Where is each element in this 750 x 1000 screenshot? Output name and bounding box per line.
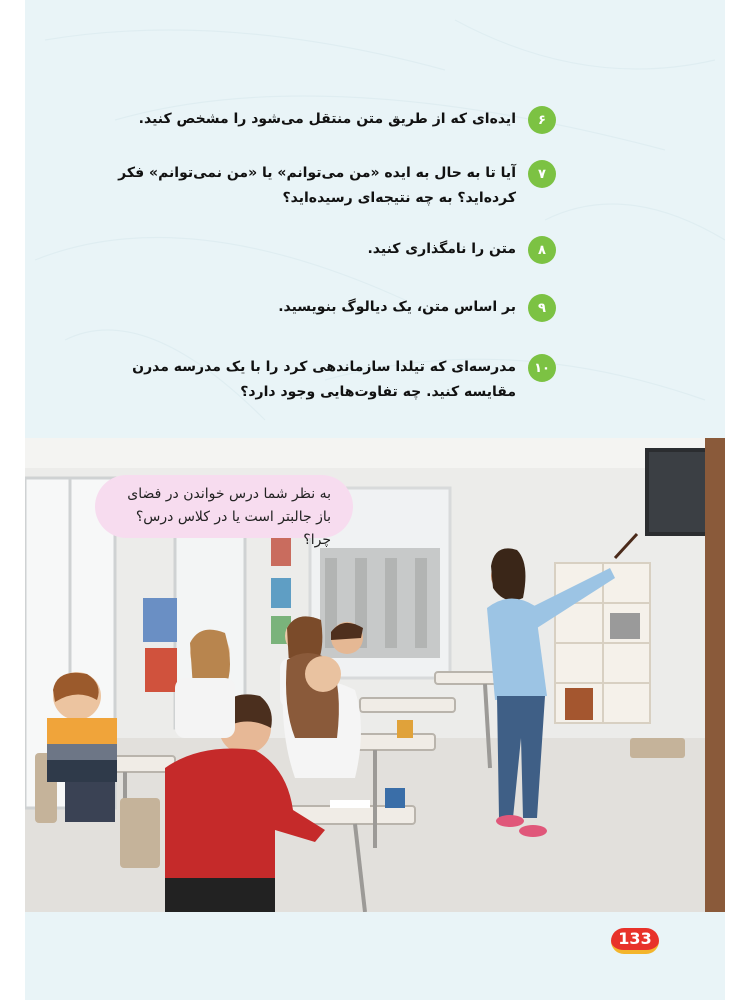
question-number-badge: ۱۰ [528, 354, 556, 382]
question-text: آیا تا به حال به ایده «من می‌توانم» یا «من نمی‌توانم» فکر کرده‌اید؟ به چه نتیجه‌ای رسیده‌اید؟ [118, 165, 516, 206]
question-text: ایده‌ای که از طریق متن منتقل می‌شود را مشخص کنید. [138, 111, 516, 127]
question-item [80, 354, 556, 405]
question-text: متن را نامگذاری کنید. [367, 241, 516, 257]
question-number-badge: ۸ [528, 236, 556, 264]
question-item [80, 294, 556, 322]
question-item [80, 160, 556, 211]
question-text: مدرسه‌ای که تیلدا سازماندهی کرد را با یک مدرسه مدرن مقایسه کنید. چه تفاوت‌هایی وجود دارد؟ [132, 359, 516, 400]
question-item [80, 106, 556, 134]
question-number-badge: ۹ [528, 294, 556, 322]
page-number-badge: 133 [611, 928, 659, 954]
question-number-badge: ۶ [528, 106, 556, 134]
question-text: بر اساس متن، یک دیالوگ بنویسید. [278, 299, 516, 315]
question-number-badge: ۷ [528, 160, 556, 188]
speech-bubble: به نظر شما درس خواندن در فضای باز جالبتر است یا در کلاس درس؟ چرا؟ [95, 475, 353, 538]
question-item [80, 236, 556, 264]
